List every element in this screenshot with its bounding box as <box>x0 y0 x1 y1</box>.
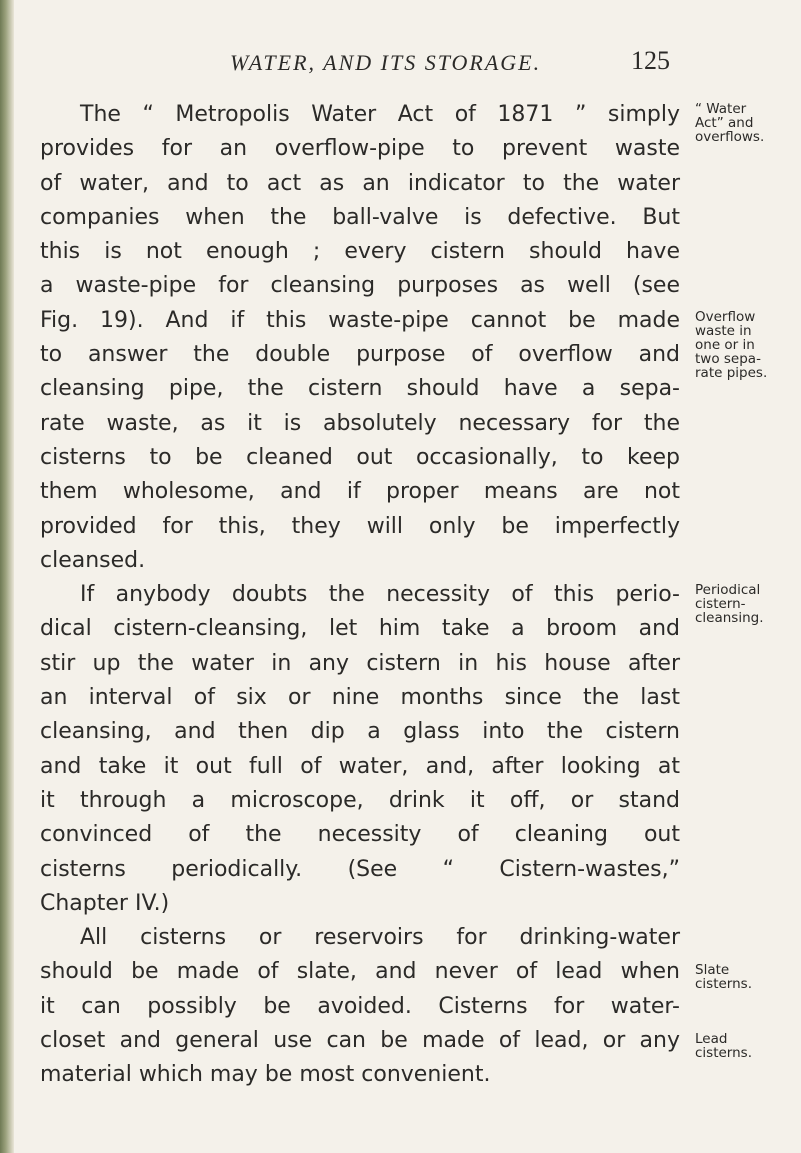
marginal-note-line: rate pipes. <box>695 365 768 381</box>
page-edge-shadow <box>0 0 14 1153</box>
text-line: stir up the water in any cistern in his house after <box>40 650 680 676</box>
marginal-note-line: cisterns. <box>695 976 752 992</box>
marginal-note <box>695 102 795 144</box>
marginal-note-line: cistern- <box>695 596 746 612</box>
text-line: If anybody doubts the necessity of this perio- <box>80 582 680 608</box>
text-line: Fig. 19). And if this waste-pipe cannot be made <box>40 307 680 333</box>
text-line: should be made of slate, and never of lead when <box>40 959 680 985</box>
marginal-note-line: Slate <box>695 962 730 978</box>
marginal-note-line: Periodical <box>695 582 761 598</box>
text-line: it can possibly be avoided. Cisterns for water- <box>40 993 680 1019</box>
text-line: All cisterns or reservoirs for drinking-water <box>80 925 680 951</box>
marginal-note <box>695 1032 795 1060</box>
text-line: Chapter IV.) <box>40 890 170 916</box>
text-line: rate waste, as it is absolutely necessary for the <box>40 410 680 436</box>
marginal-note-line: two sepa- <box>695 351 761 367</box>
text-line: them wholesome, and if proper means are not <box>40 479 680 505</box>
text-line: of water, and to act as an indicator to the water <box>40 170 680 196</box>
marginal-note-line: waste in <box>695 323 752 339</box>
marginal-note-line: Act” and <box>695 115 754 131</box>
paragraph <box>40 921 680 1092</box>
text-line: an interval of six or nine months since the last <box>40 685 680 711</box>
paragraph <box>40 578 680 921</box>
paragraph <box>40 98 680 578</box>
text-line: it through a microscope, drink it off, or stand <box>40 787 680 813</box>
text-line: closet and general use can be made of lead, or any <box>40 1028 680 1054</box>
text-line: provided for this, they will only be imperfectly <box>40 513 680 539</box>
text-line: cisterns to be cleaned out occasionally, to keep <box>40 444 680 470</box>
marginal-note-line: cleansing. <box>695 610 764 626</box>
running-header <box>230 46 670 76</box>
text-line: convinced of the necessity of cleaning out <box>40 822 680 848</box>
text-line: cisterns periodically. (See “ Cistern-wastes,” <box>40 856 680 882</box>
marginal-note-line: “ Water <box>695 101 747 117</box>
text-line: cleansing pipe, the cistern should have a sepa- <box>40 376 680 402</box>
running-title: WATER, AND ITS STORAGE. <box>230 50 542 75</box>
text-line: material which may be most convenient. <box>40 1062 491 1088</box>
text-line: dical cistern-cleansing, let him take a broom and <box>40 616 680 642</box>
marginal-note-line: Lead <box>695 1031 728 1047</box>
marginal-note <box>695 310 795 380</box>
text-line: The “ Metropolis Water Act of 1871 ” simply <box>80 102 680 127</box>
text-line: cleansed. <box>40 547 146 573</box>
text-line: and take it out full of water, and, after looking at <box>40 753 680 779</box>
text-line: companies when the ball-valve is defective. But <box>40 204 680 230</box>
text-line: to answer the double purpose of overflow and <box>40 342 680 368</box>
page-number: 125 <box>631 46 670 75</box>
marginal-note-line: cisterns. <box>695 1045 752 1061</box>
text-line: provides for an overflow-pipe to prevent waste <box>40 136 680 162</box>
text-line: a waste-pipe for cleansing purposes as well (see <box>40 273 680 299</box>
text-line: cleansing, and then dip a glass into the cistern <box>40 719 680 745</box>
marginal-note <box>695 583 795 625</box>
marginal-note-line: one or in <box>695 337 755 353</box>
marginal-note-line: overflows. <box>695 129 765 145</box>
body-text <box>40 98 680 1093</box>
marginal-note-line: Overflow <box>695 309 756 325</box>
text-line: this is not enough ; every cistern should have <box>40 239 680 265</box>
marginal-note <box>695 963 795 991</box>
